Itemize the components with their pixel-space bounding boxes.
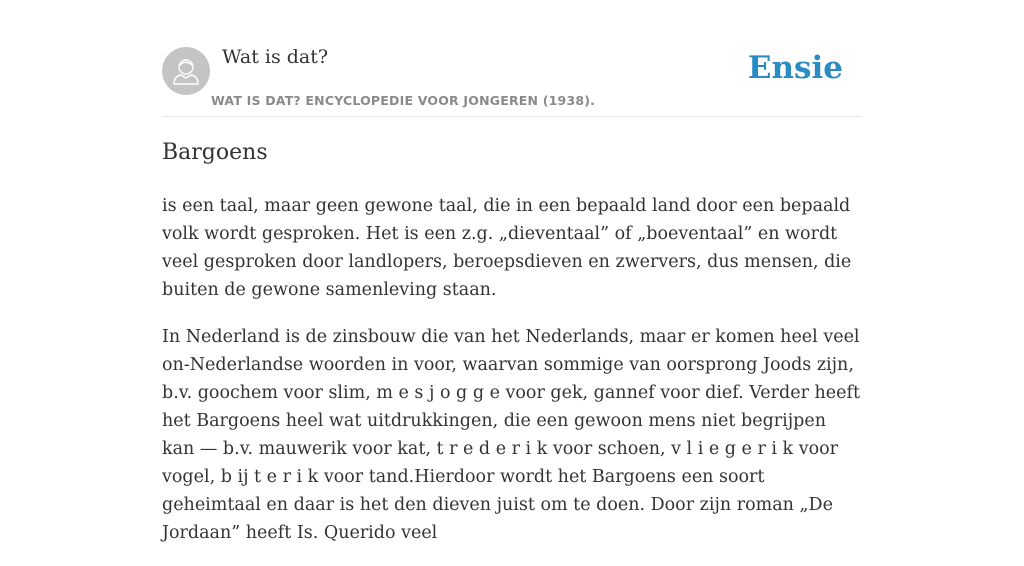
entry-title: Bargoens: [162, 140, 268, 165]
user-silhouette-icon: [162, 47, 210, 95]
ensie-logo[interactable]: Ensie: [747, 50, 843, 86]
source-subtitle: WAT IS DAT? ENCYCLOPEDIE VOOR JONGEREN (1938).: [211, 93, 596, 108]
source-title[interactable]: Wat is dat?: [222, 46, 329, 68]
article-page: [162, 0, 862, 543]
source-header: [162, 0, 862, 117]
paragraph: is een taal, maar geen gewone taal, die in een bepaald land door een bepaald volk wordt gesproken. Het is een z.g. „dieventaal” of „boeventaal” en wordt veel gesproken door landlopers, beroepsdieven en zwervers, dus mensen, die buiten de gewone samenleving staan.: [162, 196, 852, 300]
paragraph: In Nederland is de zinsbouw die van het Nederlands, maar er komen heel veel on-Nederlandse woorden in voor, waarvan sommige van oorsprong Joods zijn, b.v. goochem voor slim, m e s j o g g e voor gek, gannef voor dief. Verder heeft het Bargoens heel wat uitdrukkingen, die een gewoon mens niet begrijpen kan — b.v. mauwerik voor kat, t r e d e r i k voor schoen, v l i e g e r i k voor vogel, b ij t e r i k voor tand.Hierdoor wordt het Bargoens een soort geheimtaal en daar is het den dieven juist om te doen. Door zijn roman „De Jordaan” heeft Is. Querido veel: [162, 327, 861, 543]
avatar[interactable]: [162, 47, 210, 95]
entry-content: [162, 192, 862, 566]
